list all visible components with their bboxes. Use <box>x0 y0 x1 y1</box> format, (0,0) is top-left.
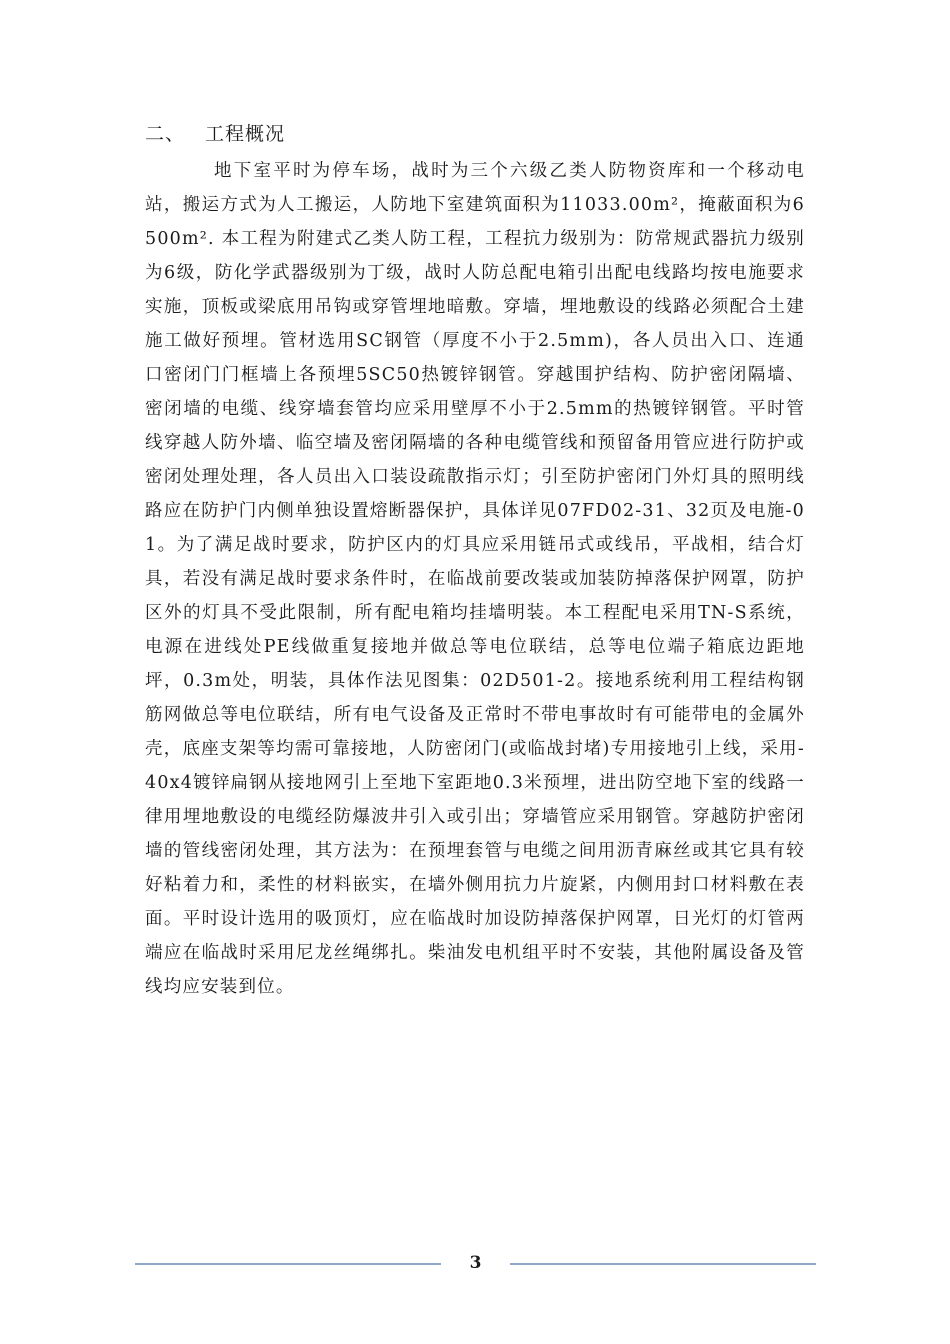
footer-rule-right <box>510 1263 816 1265</box>
page-number: 3 <box>469 1253 482 1273</box>
body-paragraph: 地下室平时为停车场，战时为三个六级乙类人防物资库和一个移动电站，搬运方式为人工搬运，人防地下室建筑面积为11033.00m²，掩蔽面积为6500m². 本工程为附建式乙类人防工程，工程抗力级别为：防常规武器抗力级别为6级，防化学武器级别为丁级，战时人防总配电箱引出配电线路均按电施要求实施，顶板或梁底用吊钩或穿管埋地暗敷。穿墙，埋地敷设的线路必须配合土建施工做好预埋。管材选用SC钢管（厚度不小于2.5mm)，各人员出入口、连通口密闭门门框墙上各预埋5SC50热镀锌钢管。穿越围护结构、防护密闭隔墙、密闭墙的电缆、线穿墙套管均应采用壁厚不小于2.5mm的热镀锌钢管。平时管线穿越人防外墙、临空墙及密闭隔墙的各种电缆管线和预留备用管应进行防护或密闭处理处理，各人员出入口装设疏散指示灯；引至防护密闭门外灯具的照明线路应在防护门内侧单独设置熔断器保护，具体详见07FD02-31、32页及电施-01。为了满足战时要求，防护区内的灯具应采用链吊式或线吊，平战相，结合灯具，若没有满足战时要求条件时，在临战前要改装或加装防掉落保护网罩，防护区外的灯具不受此限制，所有配电箱均挂墙明装。本工程配电采用TN-S系统，电源在进线处PE线做重复接地并做总等电位联结，总等电位端子箱底边距地坪，0.3m处，明装，具体作法见图集：02D501-2。接地系统利用工程结构钢筋网做总等电位联结，所有电气设备及正常时不带电事故时有可能带电的金属外壳，底座支架等均需可靠接地，人防密闭门(或临战封堵)专用接地引上线，采用-40x4镀锌扁钢从接地网引上至地下室距地0.3米预埋，进出防空地下室的线路一律用埋地敷设的电缆经防爆波井引入或引出；穿墙管应采用钢管。穿越防护密闭墙的管线密闭处理，其方法为：在预埋套管与电缆之间用沥青麻丝或其它具有较好粘着力和，柔性的材料嵌实，在墙外侧用抗力片旋紧，内侧用封口材料敷在表面。平时设计选用的吸顶灯，应在临战时加设防掉落保护网罩，日光灯的灯管两端应在临战时采用尼龙丝绳绑扎。柴油发电机组平时不安装，其他附属设备及管线均应安装到位。 <box>145 161 805 997</box>
section-heading <box>145 120 285 148</box>
section-title: 工程概况 <box>205 123 286 145</box>
section-number: 二、 <box>145 123 186 145</box>
footer-rule-left <box>135 1263 441 1265</box>
